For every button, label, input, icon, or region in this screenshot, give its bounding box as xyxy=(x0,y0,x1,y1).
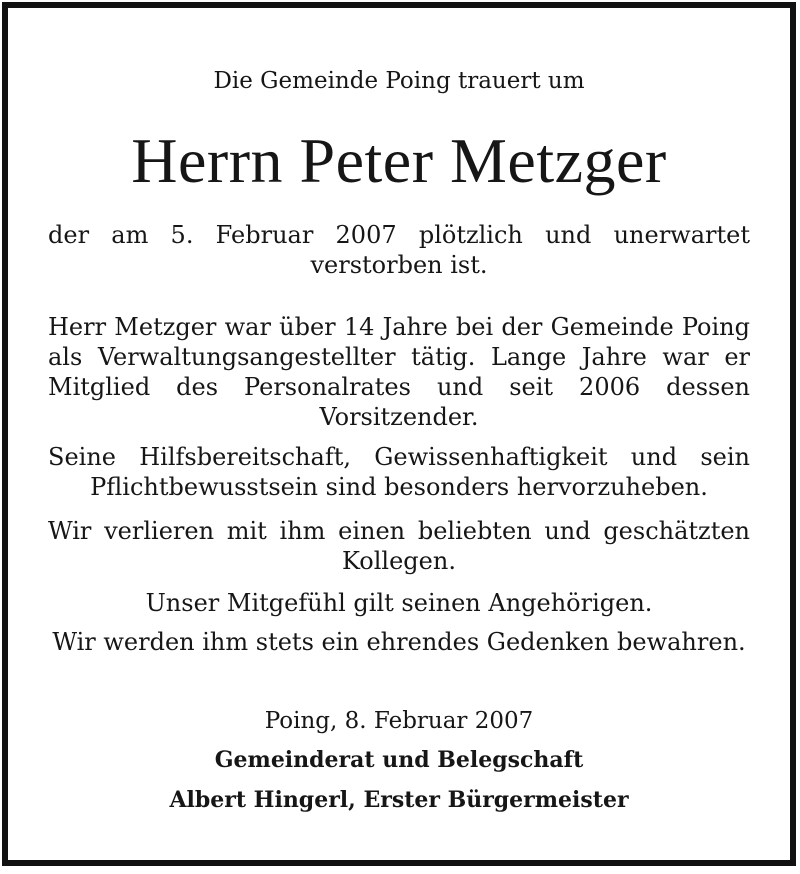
paragraph-career: Herr Metzger war über 14 Jahre bei der Gemeinde Poing als Verwaltungsangestellter tätig. Lange Jahre war er Mitglied des Personalrates und seit 2006 dessen Vorsitzender. xyxy=(48,313,750,431)
deceased-name: Herrn Peter Metzger xyxy=(131,125,667,196)
signature-line-2: Albert Hingerl, Erster Bürgermeister xyxy=(169,787,629,813)
paragraph-loss: Wir verlieren mit ihm einen beliebten und geschätzten Kollegen. xyxy=(48,517,750,575)
paragraph-character: Seine Hilfsbereitschaft, Gewissenhaftigkeit und sein Pflichtbewusstsein sind besonders hervorzuheben. xyxy=(48,443,750,501)
paragraph-condolence: Unser Mitgefühl gilt seinen Angehörigen. xyxy=(145,589,653,617)
obituary-content xyxy=(48,8,750,860)
place-date: Poing, 8. Februar 2007 xyxy=(264,708,534,734)
intro-line: Die Gemeinde Poing trauert um xyxy=(213,68,585,94)
signature-line-1: Gemeinderat und Belegschaft xyxy=(214,747,584,773)
paragraph-remembrance: Wir werden ihm stets ein ehrendes Gedenken bewahren. xyxy=(52,628,746,656)
paragraph-death-notice: der am 5. Februar 2007 plötzlich und unerwartet verstorben ist. xyxy=(48,221,750,279)
obituary-frame xyxy=(2,2,796,866)
